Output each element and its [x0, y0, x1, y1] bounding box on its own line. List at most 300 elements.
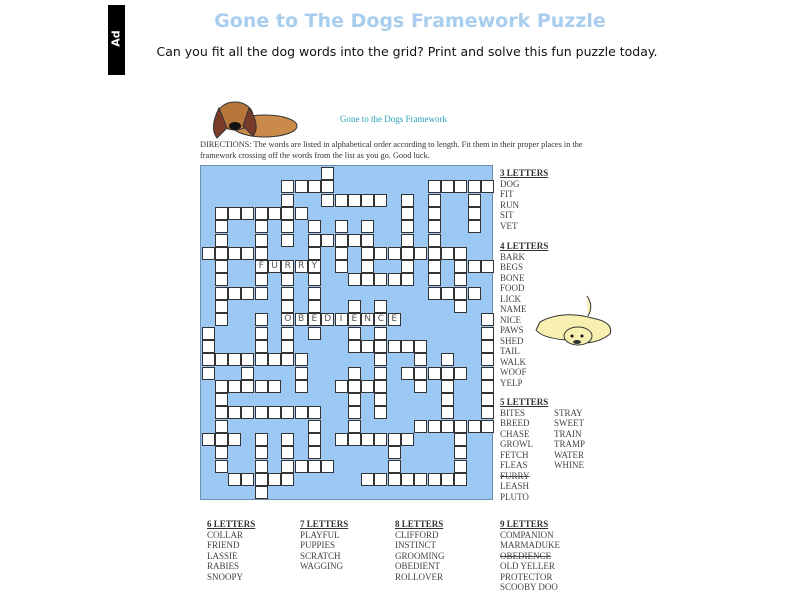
- grid-cell[interactable]: [428, 194, 441, 207]
- grid-cell[interactable]: [454, 180, 467, 193]
- grid-cell[interactable]: [454, 300, 467, 313]
- word-list-8-letters: [395, 519, 445, 582]
- grid-cell[interactable]: [481, 313, 494, 326]
- grid-cell[interactable]: [281, 353, 294, 366]
- word-list-item: FOOD: [500, 283, 525, 293]
- grid-cell[interactable]: [255, 287, 268, 300]
- grid-cell[interactable]: [481, 393, 494, 406]
- grid-cell[interactable]: [374, 247, 387, 260]
- grid-cell[interactable]: [295, 180, 308, 193]
- grid-cell[interactable]: [454, 287, 467, 300]
- word-list-item: FURRY: [500, 470, 530, 481]
- grid-cell[interactable]: [215, 220, 228, 233]
- grid-cell[interactable]: [215, 234, 228, 247]
- grid-cell[interactable]: [428, 287, 441, 300]
- word-list-5-letters: [500, 397, 585, 502]
- grid-cell[interactable]: [454, 260, 467, 273]
- grid-cell[interactable]: [374, 194, 387, 207]
- grid-cell[interactable]: R: [281, 260, 294, 273]
- list-heading: 8 LETTERS: [395, 519, 444, 529]
- grid-cell[interactable]: [401, 194, 414, 207]
- grid-cell[interactable]: [454, 420, 467, 433]
- grid-cell[interactable]: [255, 340, 268, 353]
- grid-cell[interactable]: [321, 180, 334, 193]
- grid-cell[interactable]: [202, 247, 215, 260]
- grid-cell[interactable]: [255, 234, 268, 247]
- grid-cell[interactable]: E: [388, 313, 401, 326]
- word-list-item: COMPANION: [500, 529, 554, 540]
- grid-cell[interactable]: [401, 207, 414, 220]
- grid-cell[interactable]: [401, 367, 414, 380]
- grid-cell[interactable]: F: [255, 260, 268, 273]
- grid-cell[interactable]: [374, 340, 387, 353]
- grid-cell[interactable]: [255, 273, 268, 286]
- grid-cell[interactable]: [348, 420, 361, 433]
- word-list-item: WHINE: [554, 460, 584, 470]
- word-list-item: SCRATCH: [300, 550, 341, 561]
- grid-cell[interactable]: [441, 247, 454, 260]
- grid-cell[interactable]: [202, 367, 215, 380]
- word-list-item: PUPPIES: [300, 540, 336, 550]
- grid-cell[interactable]: [428, 260, 441, 273]
- word-list-item: CLIFFORD: [395, 529, 439, 540]
- grid-cell[interactable]: [255, 486, 268, 499]
- grid-cell[interactable]: [215, 380, 228, 393]
- grid-cell[interactable]: [388, 247, 401, 260]
- grid-cell[interactable]: [441, 406, 454, 419]
- grid-cell[interactable]: [268, 473, 281, 486]
- grid-cell[interactable]: [321, 194, 334, 207]
- word-list-item: RABIES: [207, 561, 240, 571]
- list-heading: 4 LETTERS: [500, 241, 549, 251]
- grid-cell[interactable]: U: [268, 260, 281, 273]
- grid-cell[interactable]: [281, 327, 294, 340]
- word-list-item: TRAMP: [554, 439, 586, 449]
- grid-cell[interactable]: [308, 446, 321, 459]
- grid-cell[interactable]: E: [348, 313, 361, 326]
- grid-cell[interactable]: [401, 433, 414, 446]
- grid-cell[interactable]: [268, 353, 281, 366]
- grid-cell[interactable]: [468, 180, 481, 193]
- grid-cell[interactable]: [228, 207, 241, 220]
- grid-cell[interactable]: [348, 406, 361, 419]
- grid-cell[interactable]: [428, 247, 441, 260]
- word-list-item: YELP: [500, 377, 523, 388]
- grid-cell[interactable]: [481, 420, 494, 433]
- grid-cell[interactable]: [348, 194, 361, 207]
- grid-cell[interactable]: [481, 353, 494, 366]
- list-heading: 6 LETTERS: [207, 519, 256, 529]
- word-list-item: PLUTO: [500, 491, 529, 502]
- word-list-item: SNOOPY: [207, 571, 244, 582]
- grid-cell[interactable]: [308, 234, 321, 247]
- word-list-item: WATER: [554, 449, 584, 460]
- grid-cell[interactable]: [481, 327, 494, 340]
- grid-cell[interactable]: [295, 406, 308, 419]
- grid-cell[interactable]: [215, 406, 228, 419]
- grid-cell[interactable]: [215, 300, 228, 313]
- word-list-item: FLEAS: [500, 460, 528, 470]
- grid-cell[interactable]: [348, 273, 361, 286]
- grid-cell[interactable]: O: [281, 313, 294, 326]
- grid-cell[interactable]: [202, 353, 215, 366]
- grid-cell[interactable]: [308, 180, 321, 193]
- word-list-item: TAIL: [500, 346, 520, 356]
- grid-cell[interactable]: [374, 353, 387, 366]
- grid-cell[interactable]: I: [335, 313, 348, 326]
- grid-cell[interactable]: [454, 273, 467, 286]
- grid-cell[interactable]: [481, 180, 494, 193]
- grid-cell[interactable]: [215, 207, 228, 220]
- word-list-item: PAWS: [500, 325, 524, 335]
- grid-cell[interactable]: [308, 420, 321, 433]
- word-list-item: FIT: [500, 189, 514, 199]
- grid-cell[interactable]: [241, 406, 254, 419]
- grid-cell[interactable]: [361, 247, 374, 260]
- grid-cell[interactable]: [255, 446, 268, 459]
- word-list-9-letters: [500, 519, 560, 593]
- grid-cell[interactable]: [308, 300, 321, 313]
- grid-cell[interactable]: [454, 473, 467, 486]
- grid-cell[interactable]: [401, 234, 414, 247]
- word-list-item: VET: [500, 220, 518, 231]
- word-list-item: WAGGING: [300, 561, 343, 571]
- grid-cell[interactable]: B: [295, 313, 308, 326]
- grid-cell[interactable]: Y: [308, 260, 321, 273]
- grid-cell[interactable]: [281, 340, 294, 353]
- grid-cell[interactable]: [401, 247, 414, 260]
- grid-cell[interactable]: [241, 367, 254, 380]
- word-list-item: LEASH: [500, 481, 529, 491]
- grid-cell[interactable]: [228, 353, 241, 366]
- grid-cell[interactable]: R: [295, 260, 308, 273]
- grid-cell[interactable]: [388, 446, 401, 459]
- grid-cell[interactable]: [308, 460, 321, 473]
- grid-cell[interactable]: [281, 460, 294, 473]
- word-list-4-letters: [500, 241, 548, 388]
- grid-cell[interactable]: [295, 207, 308, 220]
- grid-cell[interactable]: [441, 287, 454, 300]
- grid-cell[interactable]: [428, 234, 441, 247]
- crossword-grid[interactable]: [200, 165, 493, 500]
- grid-cell[interactable]: [414, 247, 427, 260]
- grid-cell[interactable]: [215, 247, 228, 260]
- word-list-item: STRAY: [554, 407, 583, 418]
- grid-cell[interactable]: D: [321, 313, 334, 326]
- grid-cell[interactable]: [414, 473, 427, 486]
- grid-cell[interactable]: [241, 287, 254, 300]
- grid-cell[interactable]: [335, 220, 348, 233]
- grid-cell[interactable]: [374, 380, 387, 393]
- grid-cell[interactable]: [335, 194, 348, 207]
- grid-cell[interactable]: [428, 367, 441, 380]
- grid-cell[interactable]: [454, 433, 467, 446]
- grid-cell[interactable]: [361, 260, 374, 273]
- grid-cell[interactable]: [228, 406, 241, 419]
- grid-cell[interactable]: [268, 207, 281, 220]
- grid-cell[interactable]: [228, 287, 241, 300]
- grid-cell[interactable]: [374, 473, 387, 486]
- word-list-item: OBEDIENT: [395, 561, 440, 571]
- grid-cell[interactable]: [255, 207, 268, 220]
- grid-cell[interactable]: [374, 406, 387, 419]
- grid-cell[interactable]: [281, 194, 294, 207]
- grid-cell[interactable]: [428, 473, 441, 486]
- grid-cell[interactable]: [361, 473, 374, 486]
- grid-cell[interactable]: [454, 460, 467, 473]
- grid-cell[interactable]: [388, 433, 401, 446]
- grid-cell[interactable]: [308, 220, 321, 233]
- grid-cell[interactable]: [281, 220, 294, 233]
- word-list-item: CHASE: [500, 428, 530, 439]
- grid-cell[interactable]: [215, 433, 228, 446]
- grid-cell[interactable]: [281, 473, 294, 486]
- grid-cell[interactable]: [374, 300, 387, 313]
- grid-cell[interactable]: [414, 380, 427, 393]
- word-list-item: LICK: [500, 293, 521, 304]
- grid-cell[interactable]: [321, 167, 334, 180]
- word-list-item: FETCH: [500, 449, 529, 460]
- grid-cell[interactable]: [481, 406, 494, 419]
- grid-cell[interactable]: [361, 340, 374, 353]
- grid-cell[interactable]: [215, 393, 228, 406]
- word-list-item: GROWL: [500, 439, 533, 449]
- word-list-item: BITES: [500, 407, 526, 418]
- grid-cell[interactable]: [414, 353, 427, 366]
- word-list-item: SHED: [500, 335, 524, 346]
- grid-cell[interactable]: [401, 473, 414, 486]
- grid-cell[interactable]: [441, 473, 454, 486]
- page-title: Gone to The Dogs Framework Puzzle: [214, 10, 606, 32]
- grid-cell[interactable]: [215, 446, 228, 459]
- grid-cell[interactable]: [308, 273, 321, 286]
- grid-cell[interactable]: [308, 247, 321, 260]
- grid-cell[interactable]: [414, 420, 427, 433]
- grid-cell[interactable]: [255, 380, 268, 393]
- grid-cell[interactable]: [281, 406, 294, 419]
- grid-cell[interactable]: [308, 327, 321, 340]
- list-heading: 9 LETTERS: [500, 519, 549, 529]
- grid-cell[interactable]: [321, 460, 334, 473]
- word-list-item: PROTECTOR: [500, 571, 553, 582]
- word-list-item: NAME: [500, 304, 527, 314]
- grid-cell[interactable]: [428, 207, 441, 220]
- word-list-item: RUN: [500, 199, 520, 210]
- grid-cell[interactable]: [241, 247, 254, 260]
- word-list-item: TRAIN: [554, 428, 582, 439]
- grid-cell[interactable]: [241, 380, 254, 393]
- grid-cell[interactable]: [281, 446, 294, 459]
- grid-cell[interactable]: [215, 420, 228, 433]
- grid-cell[interactable]: [335, 247, 348, 260]
- grid-cell[interactable]: [428, 180, 441, 193]
- list-heading: 5 LETTERS: [500, 397, 549, 407]
- word-list-item: BREED: [500, 418, 530, 428]
- grid-cell[interactable]: [401, 260, 414, 273]
- grid-cell[interactable]: [348, 380, 361, 393]
- grid-cell[interactable]: [361, 380, 374, 393]
- grid-cell[interactable]: [454, 247, 467, 260]
- grid-cell[interactable]: [428, 220, 441, 233]
- grid-cell[interactable]: [241, 207, 254, 220]
- grid-cell[interactable]: [241, 473, 254, 486]
- grid-cell[interactable]: [281, 180, 294, 193]
- grid-cell[interactable]: [361, 234, 374, 247]
- grid-cell[interactable]: [428, 420, 441, 433]
- grid-cell[interactable]: [441, 353, 454, 366]
- grid-cell[interactable]: [361, 273, 374, 286]
- grid-cell[interactable]: [401, 340, 414, 353]
- grid-cell[interactable]: [468, 207, 481, 220]
- grid-cell[interactable]: [268, 406, 281, 419]
- grid-cell[interactable]: [228, 380, 241, 393]
- word-list-item: PLAYFUL: [300, 529, 340, 540]
- grid-cell[interactable]: E: [308, 313, 321, 326]
- word-list-item: NICE: [500, 314, 521, 325]
- grid-cell[interactable]: [215, 287, 228, 300]
- grid-cell[interactable]: [348, 433, 361, 446]
- grid-cell[interactable]: [241, 353, 254, 366]
- word-list-item: SWEET: [554, 418, 584, 428]
- grid-cell[interactable]: [361, 433, 374, 446]
- grid-cell[interactable]: [335, 433, 348, 446]
- grid-cell[interactable]: [441, 180, 454, 193]
- grid-cell[interactable]: [335, 260, 348, 273]
- grid-cell[interactable]: [374, 367, 387, 380]
- grid-cell[interactable]: [321, 234, 334, 247]
- grid-cell[interactable]: [295, 353, 308, 366]
- grid-cell[interactable]: [441, 367, 454, 380]
- grid-cell[interactable]: [228, 433, 241, 446]
- word-list-item: SCOOBY DOO: [500, 582, 558, 592]
- word-list-7-letters: [300, 519, 348, 572]
- grid-cell[interactable]: [401, 220, 414, 233]
- grid-cell[interactable]: [414, 340, 427, 353]
- list-heading: 7 LETTERS: [300, 519, 349, 529]
- grid-cell[interactable]: [468, 220, 481, 233]
- grid-cell[interactable]: [295, 460, 308, 473]
- grid-cell[interactable]: [348, 340, 361, 353]
- grid-cell[interactable]: [308, 406, 321, 419]
- grid-cell[interactable]: [308, 287, 321, 300]
- grid-cell[interactable]: [281, 207, 294, 220]
- grid-cell[interactable]: [374, 273, 387, 286]
- word-list-item: FRIEND: [207, 540, 240, 550]
- grid-cell[interactable]: [202, 340, 215, 353]
- grid-cell[interactable]: [348, 393, 361, 406]
- grid-cell[interactable]: [361, 220, 374, 233]
- word-list-item: SIT: [500, 210, 514, 220]
- grid-cell[interactable]: [215, 273, 228, 286]
- grid-cell[interactable]: [215, 460, 228, 473]
- page-subtitle: Can you fit all the dog words into the grid? Print and solve this fun puzzle today.: [156, 44, 658, 59]
- word-list-3-letters: [500, 168, 548, 231]
- grid-cell[interactable]: [361, 194, 374, 207]
- grid-cell[interactable]: [374, 433, 387, 446]
- grid-cell[interactable]: [335, 234, 348, 247]
- grid-cell[interactable]: [335, 380, 348, 393]
- grid-cell[interactable]: [255, 473, 268, 486]
- grid-cell[interactable]: [414, 367, 427, 380]
- word-list-item: COLLAR: [207, 529, 243, 540]
- word-list-item: BONE: [500, 272, 525, 283]
- grid-cell[interactable]: [281, 234, 294, 247]
- worksheet-directions: DIRECTIONS: The words are listed in alphabetical order according to length. Fit them in their proper places in the framework crossing off the words from the list as you go. Good luck.: [200, 140, 583, 160]
- grid-cell[interactable]: [348, 300, 361, 313]
- grid-cell[interactable]: [255, 353, 268, 366]
- grid-cell[interactable]: [281, 273, 294, 286]
- grid-cell[interactable]: N: [361, 313, 374, 326]
- grid-cell[interactable]: [255, 406, 268, 419]
- grid-cell[interactable]: [281, 300, 294, 313]
- hound-dog-illustration: [205, 98, 300, 140]
- grid-cell[interactable]: [468, 194, 481, 207]
- grid-cell[interactable]: [481, 380, 494, 393]
- grid-cell[interactable]: [255, 313, 268, 326]
- grid-cell[interactable]: [255, 247, 268, 260]
- grid-cell[interactable]: [441, 380, 454, 393]
- grid-cell[interactable]: [215, 260, 228, 273]
- grid-cell[interactable]: [441, 420, 454, 433]
- grid-cell[interactable]: [481, 367, 494, 380]
- word-list-item: LASSIE: [207, 550, 238, 561]
- word-list-item: OBEDIENCE: [500, 550, 551, 561]
- grid-cell[interactable]: [388, 340, 401, 353]
- grid-cell[interactable]: [281, 433, 294, 446]
- grid-cell[interactable]: [388, 460, 401, 473]
- grid-cell[interactable]: [454, 446, 467, 459]
- grid-cell[interactable]: [388, 273, 401, 286]
- grid-cell[interactable]: [228, 247, 241, 260]
- grid-cell[interactable]: [215, 353, 228, 366]
- grid-cell[interactable]: [202, 433, 215, 446]
- grid-cell[interactable]: [388, 473, 401, 486]
- grid-cell[interactable]: [468, 260, 481, 273]
- word-list-item: WOOF: [500, 367, 527, 377]
- grid-cell[interactable]: [281, 287, 294, 300]
- grid-cell[interactable]: [441, 393, 454, 406]
- grid-cell[interactable]: [268, 380, 281, 393]
- grid-cell[interactable]: [454, 367, 467, 380]
- grid-cell[interactable]: [295, 380, 308, 393]
- grid-cell[interactable]: [255, 220, 268, 233]
- grid-cell[interactable]: [308, 433, 321, 446]
- grid-cell[interactable]: [295, 367, 308, 380]
- grid-cell[interactable]: [401, 273, 414, 286]
- grid-cell[interactable]: [255, 460, 268, 473]
- worksheet-title: Gone to the Dogs Framework: [340, 114, 447, 124]
- grid-cell[interactable]: [228, 473, 241, 486]
- grid-cell[interactable]: [202, 327, 215, 340]
- grid-cell[interactable]: [374, 393, 387, 406]
- grid-cell[interactable]: C: [374, 313, 387, 326]
- grid-cell[interactable]: [374, 327, 387, 340]
- grid-cell[interactable]: [481, 340, 494, 353]
- word-list-item: BARK: [500, 251, 526, 262]
- grid-cell[interactable]: [348, 234, 361, 247]
- grid-cell[interactable]: [255, 433, 268, 446]
- grid-cell[interactable]: [215, 313, 228, 326]
- word-list-item: ROLLOVER: [395, 571, 443, 582]
- grid-cell[interactable]: [348, 367, 361, 380]
- grid-cell[interactable]: [468, 420, 481, 433]
- grid-cell[interactable]: [348, 327, 361, 340]
- grid-cell[interactable]: [468, 287, 481, 300]
- grid-cell[interactable]: [255, 327, 268, 340]
- word-list-item: OLD YELLER: [500, 561, 555, 571]
- grid-cell[interactable]: [481, 260, 494, 273]
- grid-cell[interactable]: [428, 273, 441, 286]
